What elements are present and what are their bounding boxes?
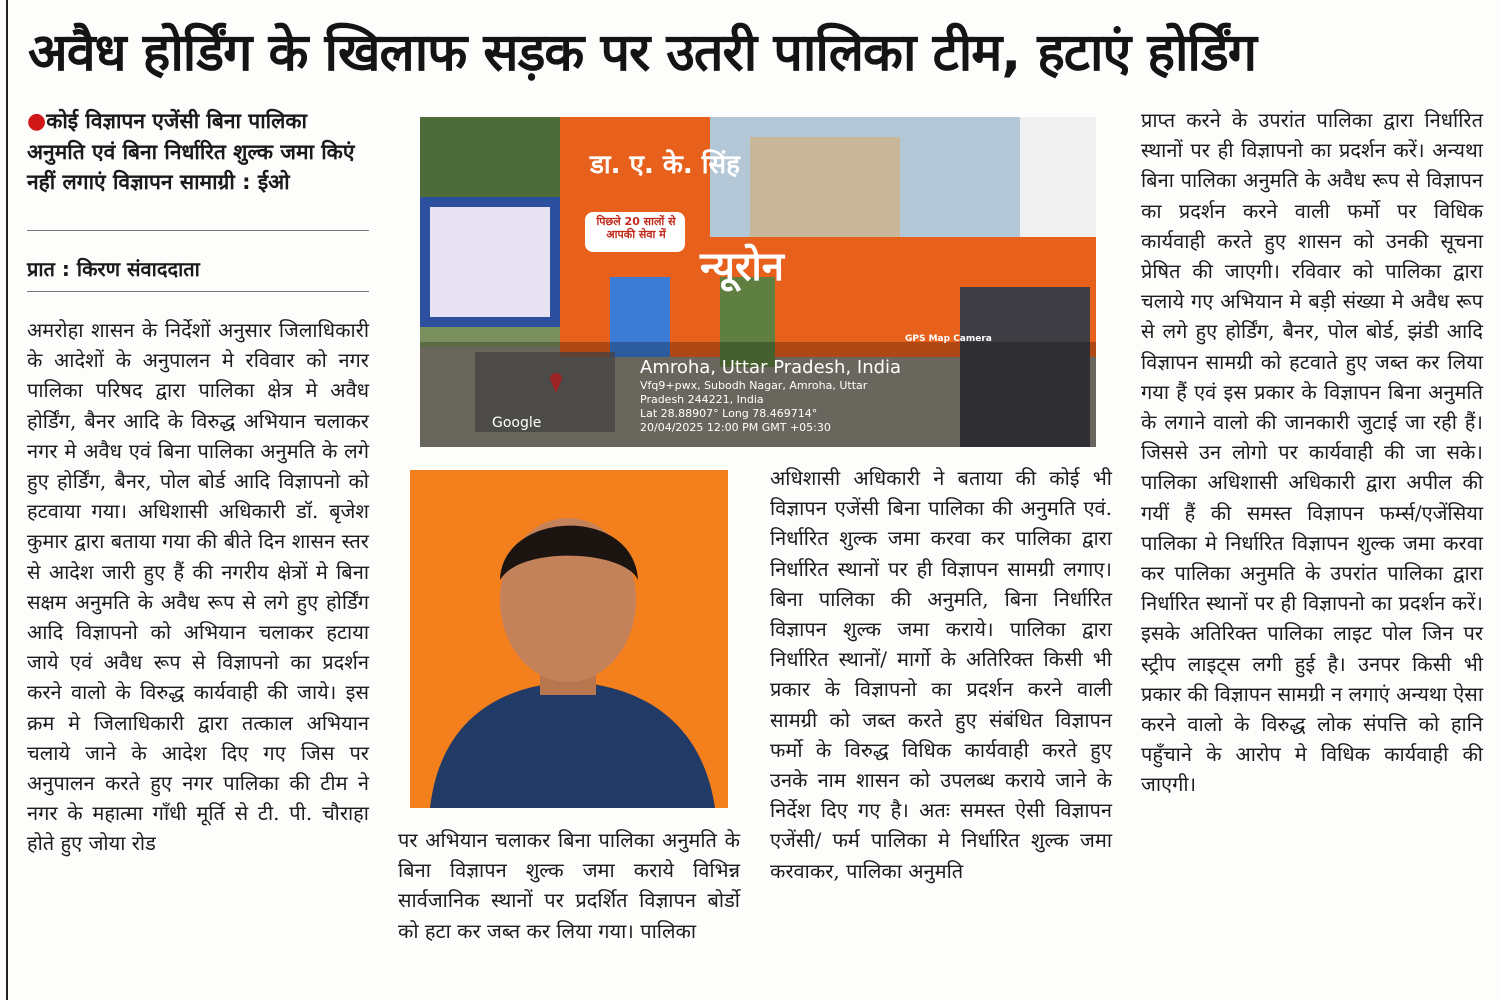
column-1-text: अमरोहा शासन के निर्देशों अनुसार जिलाधिकारी के आदेशों के अनुपालन मे रविवार को नगर पालिका परिषद द्वारा पालिका क्षेत्र मे अवैध होर्डिंग, बैनर आदि के विरुद्ध अभियान चलाकर नगर मे अवैध एवं बिना पालिका अनुमति के लगे हुए होर्डिंग, बैनर, पोल बोर्ड आदि विज्ञापनो को हटवाया गया। अधिशासी अधिकारी डॉ. बृजेश कुमार द्वारा बताया गया की बीते दिन शासन स्तर से आदेश जारी हुए हैं की नगरीय क्षेत्रों मे बिना सक्षम अनुमति के अवैध रूप से लगे हुए होर्डिंग आदि विज्ञापनो को अभियान चलाकर हटाया जाये एवं अवैध रूप से विज्ञापनो का प्रदर्शन करने वालो के विरुद्ध कार्यवाही की जाये। इस क्रम मे जिलाधिकारी द्वारा तत्काल अभियान चलाये जाने के आदेश दिए गए जिस पर अनुपालन करते हुए नगर पालिका की टीम ने नगर के महात्मा गाँधी मूर्ति से टी. पी. चौराहा होते हुए जोया रोड [27, 318, 369, 856]
summary-deck [27, 106, 369, 197]
address-line-2: Pradesh 244221, India [640, 393, 764, 406]
location-title: Amroha, Uttar Pradesh, India [640, 357, 902, 378]
datetime: 20/04/2025 12:00 PM GMT +05:30 [640, 421, 831, 434]
divider [27, 230, 369, 231]
summary-text: कोई विज्ञापन एजेंसी बिना पालिका अनुमति एवं बिना निर्धारित शुल्क जमा किएं नहीं लगाएं विज्ञापन सामाग्री : ईओ [27, 109, 355, 194]
address-line-1: Vfq9+pwx, Subodh Nagar, Amroha, Uttar [640, 379, 868, 392]
page-border [6, 0, 8, 1000]
portrait-illustration [410, 470, 728, 808]
article-column-2 [398, 825, 740, 946]
divider [27, 291, 369, 292]
gps-camera-tag: GPS Map Camera [905, 334, 992, 344]
map-label: Google [492, 415, 542, 431]
hoarding-name: डा. ए. के. सिंह [590, 150, 740, 180]
byline: प्रात : किरण संवाददाता [27, 257, 200, 281]
geo-caption [640, 357, 901, 435]
hoarding-brand: न्यूरोन [700, 244, 784, 290]
headline: अवैध होर्डिंग के खिलाफ सड़क पर उतरी पालिका टीम, हटाएं होर्डिंग [28, 23, 1256, 83]
column-3-text: अधिशासी अधिकारी ने बताया की कोई भी विज्ञापन एजेंसी बिना पालिका की अनुमति एवं. निर्धारित शुल्क जमा करवा कर पालिका द्वारा निर्धारित स्थानों पर ही विज्ञापन सामग्री लगाए। बिना पालिका की अनुमति, बिना निर्धारित विज्ञापन शुल्क जमा कराये। पालिका द्वारा निर्धारित स्थानों/ मार्गो के अतिरिक्त किसी भी प्रकार के विज्ञापनो का प्रदर्शन करने वाली सामग्री को जब्त करते हुए संबंधित विज्ञापन फर्मो के विरुद्ध विधिक कार्यवाही करते हुए उनके नाम शासन को उपलब्ध कराये जाने के निर्देश दिए गए है। अतः समस्त ऐसी विज्ञापन एजेंसी/ फर्म पालिका मे निर्धारित शुल्क जमा करवाकर, पालिका अनुमति [770, 466, 1112, 883]
article-column-3 [770, 463, 1112, 886]
bullet-icon: ● [27, 109, 47, 134]
article-column-1 [27, 315, 369, 859]
hoarding-tagline: पिछले 20 सालों से आपकी सेवा में [596, 215, 676, 241]
coordinates: Lat 28.88907° Long 78.469714° [640, 407, 818, 420]
article-column-4 [1141, 105, 1483, 800]
column-2-text: पर अभियान चलाकर बिना पालिका अनुमति के बिना विज्ञापन शुल्क जमा कराये विभिन्न सार्वजानिक स्थानों पर प्रदर्शित विज्ञापन बोर्डो को हटा कर जब्त कर लिया गया। पालिका [398, 828, 740, 943]
official-portrait-photo [410, 470, 728, 808]
column-4-text: प्राप्त करने के उपरांत पालिका द्वारा निर्धारित स्थानों पर ही विज्ञापनो का प्रदर्शन करें। अन्यथा बिना पालिका अनुमति के अवैध रूप से विज्ञापन का प्रदर्शन करने वाली फर्मो पर विधिक कार्यवाही करते हुए शासन को उनकी सूचना प्रेषित की जाएगी। रविवार को पालिका द्वारा चलाये गए अभियान मे बड़ी संख्या मे अवैध रूप से लगे हुए होर्डिंग, बैनर, पोल बोर्ड, झंडी आदि विज्ञापन सामग्री को हटवाते हुए जब्त कर लिया गया हैं एवं इस प्रकार के विज्ञापन बिना अनुमति के लगाने वालो की जानकारी जुटाई जा रही हैं। जिससे उन लोगो पर कार्यवाही की जा सके। पालिका अधिशासी अधिकारी द्वारा अपील की गयीं हैं की समस्त विज्ञापन फर्म्स/एजेंसिया पालिका मे निर्धारित विज्ञापन शुल्क जमा करवा कर पालिका अनुमति के उपरांत पालिका द्वारा निर्धारित स्थानों पर ही विज्ञापनो का प्रदर्शन करें। इसके अतिरिक्त पालिका लाइट पोल जिन पर स्ट्रीप लाइट्स लगी हुई है। उनपर किसी भी प्रकार की विज्ञापन सामग्री न लगाएं अन्यथा ऐसा करने वालो के विरुद्ध लोक संपत्ति को हानि पहुँचाने के आरोप मे विधिक कार्यवाही की जाएगी। [1141, 108, 1483, 797]
